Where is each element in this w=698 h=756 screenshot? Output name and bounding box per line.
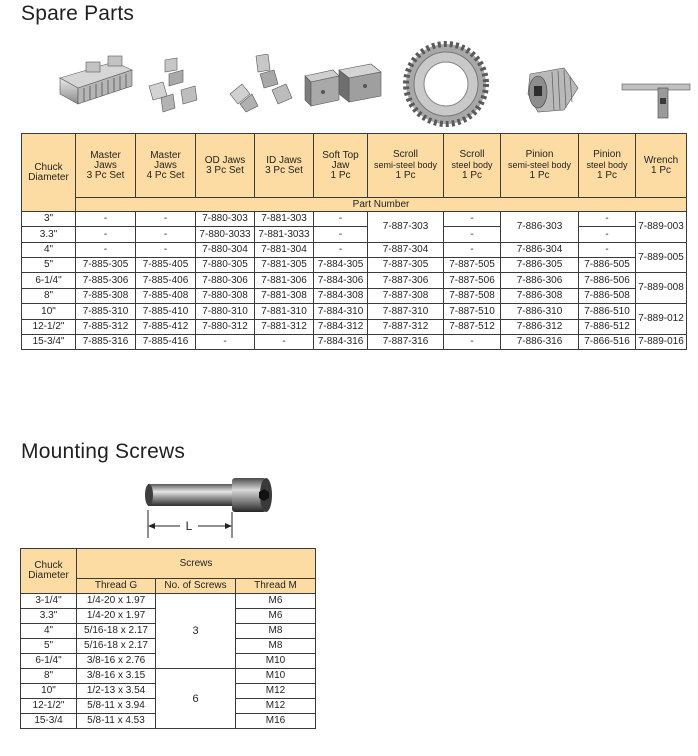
spare-parts-title: Spare Parts: [21, 2, 135, 25]
soft-top-jaw: 7-884-306: [314, 273, 368, 289]
pinion-steel: 7-886-508: [579, 289, 636, 304]
id-jaws: 7-881-3033: [255, 227, 314, 243]
od-jaws: 7-880-308: [196, 289, 255, 304]
thread-m: M6: [236, 609, 316, 624]
table-row: [22, 335, 687, 350]
chuck-diameter: 10": [22, 304, 76, 320]
chuck-diameter: 15-3/4": [22, 335, 76, 350]
id-jaws: -: [255, 335, 314, 350]
master-jaws-4-pc: -: [136, 243, 196, 258]
soft-top-jaw: -: [314, 212, 368, 227]
dimension-l-label: L: [185, 519, 193, 533]
chuck-diameter: 10": [21, 684, 77, 699]
master-jaws-3-pc: 7-885-306: [76, 273, 136, 289]
scroll-steel: -: [444, 212, 501, 227]
id-jaws: 7-881-306: [255, 273, 314, 289]
wrench: 7-889-005: [636, 243, 687, 273]
master-jaws-4-pc: 7-885-410: [136, 304, 196, 320]
col-header-scroll-steel: Scroll steel body 1 Pc: [444, 134, 501, 198]
scroll-steel: -: [444, 227, 501, 243]
thread-g: 5/8-11 x 4.53: [77, 714, 156, 729]
chuck-diameter: 8": [22, 289, 76, 304]
table-row: [21, 669, 316, 684]
pinion-semi-steel: 7-886-308: [501, 289, 579, 304]
master-jaws-3-pc: 7-885-310: [76, 304, 136, 320]
chuck-diameter: 12-1/2": [21, 699, 77, 714]
no-of-screws: 3: [156, 594, 236, 669]
master-jaws-3-pc: -: [76, 212, 136, 227]
master-jaws-4-pc: 7-885-412: [136, 320, 196, 335]
thread-g: 5/8-11 x 3.94: [77, 699, 156, 714]
id-jaws: 7-881-312: [255, 320, 314, 335]
col-header-thread-m: Thread M: [236, 579, 316, 594]
od-jaws: 7-880-310: [196, 304, 255, 320]
chuck-diameter: 3.3": [22, 227, 76, 243]
thread-g: 5/16-18 x 2.17: [77, 624, 156, 639]
master-jaws-4-pc: -: [136, 227, 196, 243]
pinion-semi-steel: 7-886-304: [501, 243, 579, 258]
thread-g: 1/4-20 x 1.97: [77, 609, 156, 624]
table-row: [22, 304, 687, 320]
chuck-diameter: 3": [22, 212, 76, 227]
pinion-steel: 7-886-506: [579, 273, 636, 289]
pinion-steel: -: [579, 243, 636, 258]
table-row: [22, 212, 687, 227]
soft-top-jaw: 7-884-305: [314, 258, 368, 273]
pinion-steel: 7-886-512: [579, 320, 636, 335]
scroll-semi-steel: 7-887-303: [368, 212, 444, 243]
table-row: [22, 320, 687, 335]
master-jaws-4-pc: 7-885-408: [136, 289, 196, 304]
thread-g: 3/8-16 x 2.76: [77, 654, 156, 669]
id-jaws: 7-881-304: [255, 243, 314, 258]
pinion-steel: -: [579, 212, 636, 227]
thread-m: M16: [236, 714, 316, 729]
thread-m: M12: [236, 684, 316, 699]
no-of-screws: 6: [156, 669, 236, 729]
col-header-soft-top-jaw: Soft Top Jaw 1 Pc: [314, 134, 368, 198]
mounting-screw-diagram: [140, 474, 276, 542]
id-jaws: 7-881-310: [255, 304, 314, 320]
thread-g: 1/4-20 x 1.97: [77, 594, 156, 609]
table-row: [22, 273, 687, 289]
chuck-diameter: 6-1/4": [22, 273, 76, 289]
scroll-semi-steel: 7-887-304: [368, 243, 444, 258]
col-header-wrench: Wrench 1 Pc: [636, 134, 687, 198]
table-row: [22, 227, 687, 243]
spare-parts-table: [21, 133, 687, 350]
thread-m: M8: [236, 639, 316, 654]
thread-m: M10: [236, 654, 316, 669]
thread-m: M12: [236, 699, 316, 714]
scroll-steel: 7-887-510: [444, 304, 501, 320]
pinion-steel: 7-886-510: [579, 304, 636, 320]
table-row: [22, 289, 687, 304]
col-header-screws: Screws: [77, 549, 316, 579]
master-jaws-4-pc: 7-885-416: [136, 335, 196, 350]
scroll-semi-steel: 7-887-308: [368, 289, 444, 304]
pinion-steel: -: [579, 227, 636, 243]
soft-top-jaw: -: [314, 227, 368, 243]
id-jaws: 7-881-303: [255, 212, 314, 227]
pinion-steel: 7-886-505: [579, 258, 636, 273]
soft-top-jaw: -: [314, 243, 368, 258]
table-row: [22, 243, 687, 258]
pinion-semi-steel: 7-886-303: [501, 212, 579, 243]
col-header-pinion-semi-steel: Pinion semi-steel body 1 Pc: [501, 134, 579, 198]
chuck-diameter: 8": [21, 669, 77, 684]
chuck-diameter: 4": [21, 624, 77, 639]
thread-m: M8: [236, 624, 316, 639]
mounting-screws-title: Mounting Screws: [21, 440, 186, 463]
chuck-diameter: 12-1/2": [22, 320, 76, 335]
scroll-semi-steel: 7-887-305: [368, 258, 444, 273]
master-jaws-4-pc: -: [136, 212, 196, 227]
scroll-steel: -: [444, 335, 501, 350]
wrench-photo: [620, 74, 694, 122]
wrench: 7-889-016: [636, 335, 687, 350]
soft-top-jaw: 7-884-308: [314, 289, 368, 304]
master-jaws-3-pc: 7-885-316: [76, 335, 136, 350]
scroll-steel: 7-887-506: [444, 273, 501, 289]
thread-g: 5/16-18 x 2.17: [77, 639, 156, 654]
scroll-semi-steel: 7-887-306: [368, 273, 444, 289]
scroll-steel: -: [444, 243, 501, 258]
id-jaws: 7-881-305: [255, 258, 314, 273]
soft-top-jaw: 7-884-312: [314, 320, 368, 335]
col-header-scroll-semi-steel: Scroll semi-steel body 1 Pc: [368, 134, 444, 198]
thread-g: 3/8-16 x 3.15: [77, 669, 156, 684]
thread-g: 1/2-13 x 3.54: [77, 684, 156, 699]
od-jaws: 7-880-304: [196, 243, 255, 258]
pinion-photo: [524, 64, 584, 122]
col-header-id-jaws: ID Jaws 3 Pc Set: [255, 134, 314, 198]
mounting-screws-table: [20, 548, 316, 729]
od-jaws: 7-880-312: [196, 320, 255, 335]
col-header-od-jaws: OD Jaws 3 Pc Set: [196, 134, 255, 198]
soft-top-jaws-photo: [303, 62, 385, 112]
master-jaws-4-pc: 7-885-406: [136, 273, 196, 289]
col-header-master-jaws-3: Master Jaws 3 Pc Set: [76, 134, 136, 198]
od-jaws: 7-880-303: [196, 212, 255, 227]
master-jaws-photo: [56, 50, 136, 112]
col-header-master-jaws-4: Master Jaws 4 Pc Set: [136, 134, 196, 198]
thread-m: M6: [236, 594, 316, 609]
scroll-steel: 7-887-512: [444, 320, 501, 335]
id-jaws-photo: [226, 54, 294, 114]
wrench: 7-889-012: [636, 304, 687, 335]
part-number-header: Part Number: [76, 198, 687, 212]
pinion-semi-steel: 7-886-306: [501, 273, 579, 289]
col-header-chuck-diameter: Chuck Diameter: [21, 549, 77, 594]
spare-parts-photos: [48, 40, 698, 130]
col-header-chuck-diameter: Chuck Diameter: [22, 134, 76, 212]
id-jaws: 7-881-308: [255, 289, 314, 304]
pinion-semi-steel: 7-886-312: [501, 320, 579, 335]
master-jaws-3-pc: 7-885-312: [76, 320, 136, 335]
soft-top-jaw: 7-884-310: [314, 304, 368, 320]
chuck-diameter: 3-1/4": [21, 594, 77, 609]
pinion-semi-steel: 7-886-305: [501, 258, 579, 273]
master-jaws-3-pc: 7-885-305: [76, 258, 136, 273]
scroll-steel: 7-887-505: [444, 258, 501, 273]
table-row: [21, 594, 316, 609]
jaw-set-photo: [143, 56, 203, 114]
chuck-diameter: 15-3/4: [21, 714, 77, 729]
master-jaws-3-pc: -: [76, 227, 136, 243]
master-jaws-3-pc: -: [76, 243, 136, 258]
master-jaws-3-pc: 7-885-308: [76, 289, 136, 304]
pinion-semi-steel: 7-886-310: [501, 304, 579, 320]
wrench: 7-889-008: [636, 273, 687, 304]
master-jaws-4-pc: 7-885-405: [136, 258, 196, 273]
col-header-no-of-screws: No. of Screws: [156, 579, 236, 594]
chuck-diameter: 5": [22, 258, 76, 273]
scroll-semi-steel: 7-887-316: [368, 335, 444, 350]
thread-m: M10: [236, 669, 316, 684]
od-jaws: 7-880-305: [196, 258, 255, 273]
soft-top-jaw: 7-884-316: [314, 335, 368, 350]
pinion-steel: 7-866-516: [579, 335, 636, 350]
scroll-gear-photo: [400, 40, 492, 128]
chuck-diameter: 3.3": [21, 609, 77, 624]
pinion-semi-steel: 7-886-316: [501, 335, 579, 350]
chuck-diameter: 4": [22, 243, 76, 258]
od-jaws: -: [196, 335, 255, 350]
scroll-steel: 7-887-508: [444, 289, 501, 304]
chuck-diameter: 6-1/4": [21, 654, 77, 669]
od-jaws: 7-880-306: [196, 273, 255, 289]
od-jaws: 7-880-3033: [196, 227, 255, 243]
table-row: [22, 258, 687, 273]
chuck-diameter: 5": [21, 639, 77, 654]
scroll-semi-steel: 7-887-310: [368, 304, 444, 320]
scroll-semi-steel: 7-887-312: [368, 320, 444, 335]
col-header-pinion-steel: Pinion steel body 1 Pc: [579, 134, 636, 198]
wrench: 7-889-003: [636, 212, 687, 243]
col-header-thread-g: Thread G: [77, 579, 156, 594]
